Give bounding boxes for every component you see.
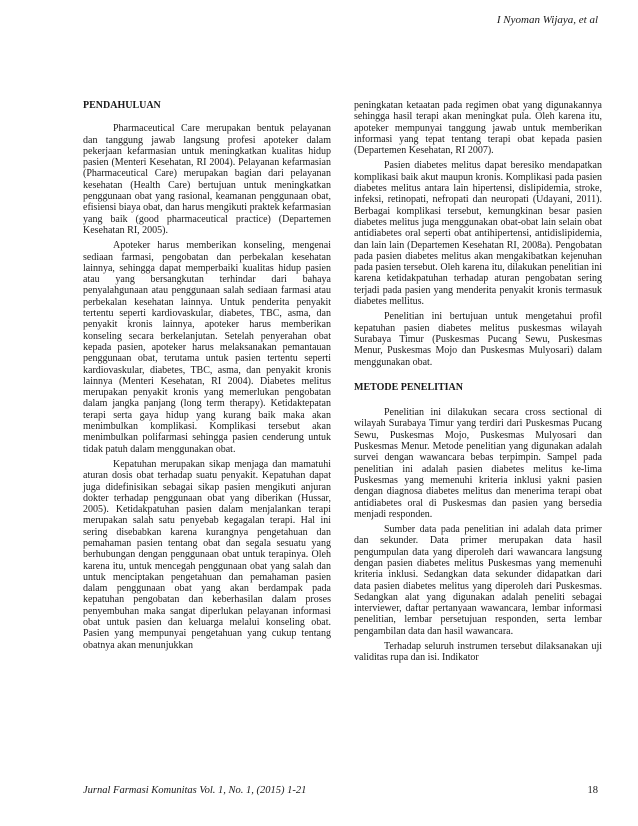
paragraph: Sumber data pada penelitian ini adalah data primer dan sekunder. Data primer merupakan data hasil pengumpulan data yang diperoleh dari wawancara langsung dengan pasien diabetes melitus Puskesmas yang memenuhi kriteria inklusi. Sedangkan data sekunder didapatkan dari data pasien diabetes melitus yang diperoleh dari Puskesmas. Sedangkan alat yang digunakan adalah peneliti sebagai interviewer, daftar pertanyaan wawancara, lembar informasi penelitian, lembar persetujuan responden, serta lembar pengambilan data dan hasil wawancara. xyxy=(354,524,602,637)
paragraph: Pasien diabetes melitus dapat beresiko mendapatkan komplikasi baik akut maupun kronis. Komplikasi pada pasien diabetes melitus antara lain hipertensi, dislipidemia, stroke, infeksi, retinopati, nefropati dan neuropati (Udayani, 2011). Berbagai komplikasi tersebut, kemungkinan besar pasien diabetes melitus juga menggunakan obat-obat lain selain obat antidiabetes oral seperti obat antihipertensi, antidislipidemia, dan lain lain (Departemen Kesehatan RI, 2008a). Pengobatan pada pasien diabetes melitus akan mengakibatkan kejenuhan pada pasien tersebut. Oleh karena itu, dilakukan penelitian ini karena ketidakpatuhan terhadap aturan pengobatan sering terjadi pada pasien yang menderita penyakit kronis termasuk diabetes mellitus. xyxy=(354,160,602,308)
paragraph: Kepatuhan merupakan sikap menjaga dan mamatuhi aturan dosis obat terhadap suatu penyakit. Kepatuhan dapat juga didefinisikan sebagai sikap pasien mengikuti anjuran dokter terhadap penggunaan obat yang diberikan (Hussar, 2005). Ketidakpatuhan pasien dalam menjalankan terapi merupakan salah satu penyebab kegagalan terapi. Hal ini sering disebabkan karena kurangnya pengetahuan dan pemahaman pasien tentang obat dan segala sesuatu yang berhubungan dengan penggunaan obat untuk terapinya. Oleh karena itu, untuk mencegah penggunaan obat yang salah dan untuk menciptakan pengetahuan dan pemahaman pasien dalam penggunaan obat yang akan berdampak pada kepatuhan pengobatan dan keberhasilan dalam proses penyembuhan maka sangat diperlukan pelayanan informasi obat untuk pasien dan keluarga melalui konseling obat. Pasien yang mempunyai pengetahuan yang cukup tentang obatnya akan menunjukkan xyxy=(83,458,331,651)
right-column xyxy=(354,100,602,668)
page-number: 18 xyxy=(587,785,598,796)
section-heading-pendahuluan: PENDAHULUAN xyxy=(83,100,161,111)
paragraph: Penelitian ini bertujuan untuk mengetahui profil kepatuhan pasien diabetes melitus puskesmas wilayah Surabaya Timur (Puskesmas Pucang Sewu, Puskesmas Menur, Puskesmas Mojo dan Puskesmas Mulyosari) dalam menggunakan obat. xyxy=(354,311,602,368)
section-heading-metode: METODE PENELITIAN xyxy=(354,381,464,393)
paragraph: Apoteker harus memberikan konseling, mengenai sediaan farmasi, pengobatan dan perbekalan kesehatan lainnya, sehingga dapat memperbaiki kualitas hidup pasien atau yang bersangkutan terhindar dari bahaya penyalahgunaan atau penggunaan salah sediaan farmasi atau perbekalan kesehatan lainnya. Untuk penderita penyakit tertentu seperti kardiovaskular, diabetes, TBC, asma, dan penyakit kronis lainnya, apoteker harus memberikan konseling secara berkelanjutan. Setelah penyerahan obat kepada pasien, apoteker harus melaksanakan pemantauan penggunaan obat, terutama untuk pasien tertentu seperti kardiovaskular, diabetes, TBC, asma, dan penyakit kronis lainnya (Menteri Kesehatan, RI 2004). Diabetes melitus merupakan penyakit kronis yang memerlukan pengobatan dalam jangka panjang (long term therapy). Ketidaktepatan terapi serta gaya hidup yang kurang baik maka akan menimbulkan komplikasi. Komplikasi tersebut akan menimbulkan polifarmasi sehingga pasien cenderung untuk tidak patuh dalam menggunakan obat. xyxy=(83,240,331,455)
paragraph: Penelitian ini dilakukan secara cross sectional di wilayah Surabaya Timur yang terdiri dari Puskesmas Pucang Sewu, Puskesmas Mojo, Puskesmas Mulyosari dan Puskesmas Menur. Metode penelitian yang digunakan adalah survei dengan wawancara bebas terpimpin. Sampel pada penelitian ini adalah pasien diabetes melitus ke-lima Puskesmas yang memenuhi kriteria inklusi yakni pasien dengan diagnosa diabetes melitus dan menerima terapi obat antidiabetes oral di Puskesmas dan pasien yang bersedia menjadi responden. xyxy=(354,407,602,520)
left-column xyxy=(83,100,331,655)
page-footer xyxy=(83,785,598,796)
paragraph: Pharmaceutical Care merupakan bentuk pelayanan dan tanggung jawab langsung profesi apoteker dalam pekerjaan kefarmasian untuk meningkatkan kualitas hidup pasien (Menteri Kesehatan, RI 2004). Pelayanan kefarmasian (Pharmaceutical Care) merupakan bagian dari pelayanan kesehatan (Health Care) bertujuan untuk meningkatkan penggunaan obat yang rasional, keamanan penggunaan obat, efisiensi biaya obat, dan harus mengikuti praktek kefarmasian yang baik (good pharmaceutical practice) (Departemen Kesehatan RI, 2005). xyxy=(83,123,331,236)
paragraph: peningkatan ketaatan pada regimen obat yang digunakannya sehingga hasil terapi akan meningkat pula. Oleh karena itu, apoteker mempunyai tanggung jawab untuk memberikan informasi yang tepat tentang terapi obat kepada pasien (Departemen Kesehatan, RI 2007). xyxy=(354,100,602,157)
journal-citation: Jurnal Farmasi Komunitas Vol. 1, No. 1, (2015) 1-21 xyxy=(83,785,307,796)
paragraph: Terhadap seluruh instrumen tersebut dilaksanakan uji validitas rupa dan isi. Indikator xyxy=(354,641,602,664)
running-header: I Nyoman Wijaya, et al xyxy=(496,14,598,26)
